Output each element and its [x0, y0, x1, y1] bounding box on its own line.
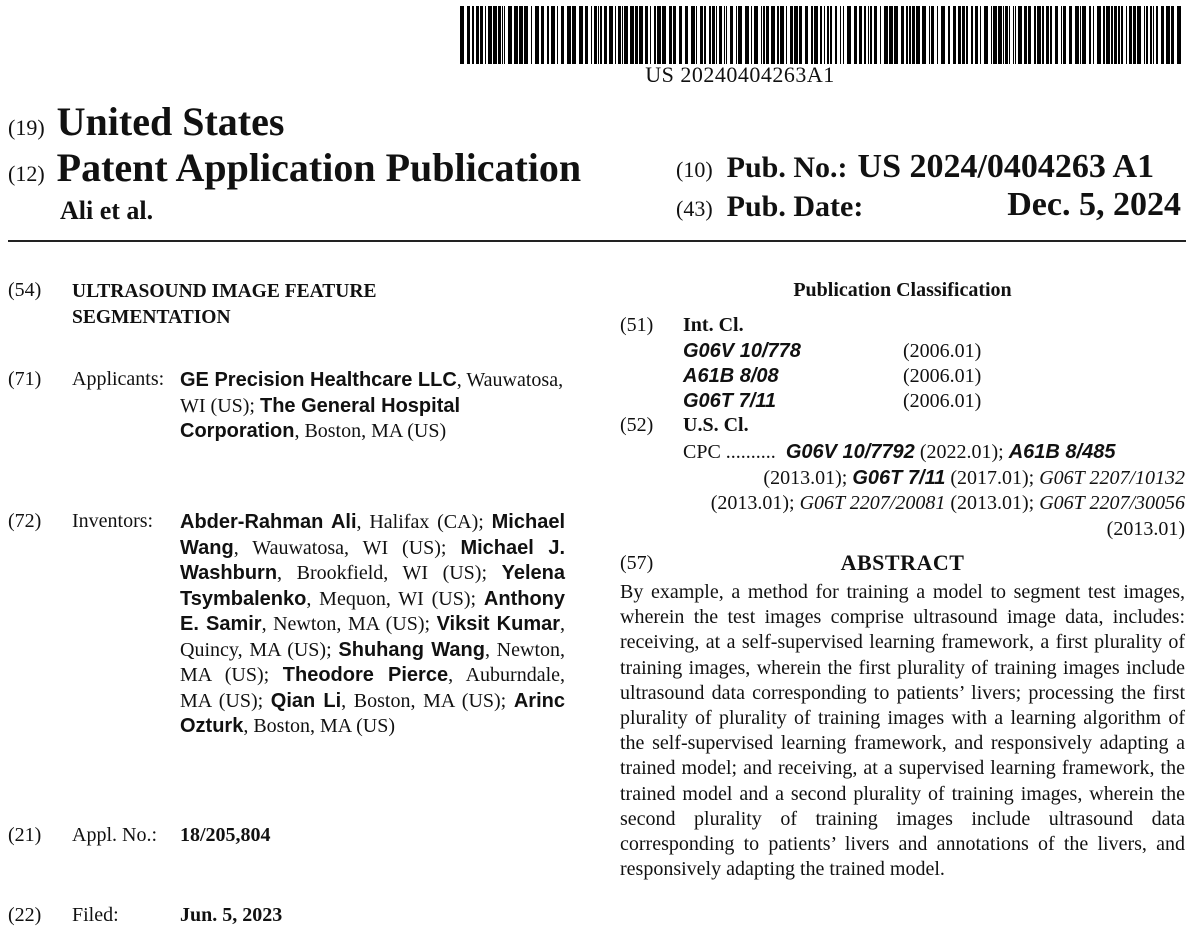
kind-line	[8, 144, 581, 191]
inventor-name: Shuhang Wang	[338, 638, 485, 661]
applicant-location: , Boston, MA (US)	[294, 420, 447, 442]
int-cl-year: (2006.01)	[903, 365, 982, 387]
inventor-location: , Mequon, WI (US);	[306, 587, 484, 610]
inventor-location: , Newton, MA (US);	[180, 638, 566, 686]
inventor-name: Abder-Rahman Ali	[180, 511, 357, 533]
inventor-location: , Boston, MA (US)	[243, 715, 396, 737]
applicant-name: GE Precision Healthcare LLC	[180, 369, 457, 391]
applicants-label: Applicants:	[72, 368, 165, 390]
us-cl-code: (52)	[620, 414, 654, 436]
cpc-symbol: G06T 2207/20081	[799, 492, 946, 514]
abstract-code: (57)	[620, 552, 654, 574]
cpc-year: (2022.01);	[914, 441, 1009, 463]
applicants-list	[180, 368, 565, 445]
pub-date-label: Pub. Date:	[726, 190, 864, 223]
inventor-name: Michael Wang	[180, 511, 565, 559]
inventor-name: Qian Li	[270, 689, 342, 712]
int-cl-symbol: G06T 7/11	[683, 390, 777, 412]
int-cl-code: (51)	[620, 314, 654, 336]
int-cl-symbol: A61B 8/08	[683, 365, 779, 387]
cpc-classification	[683, 440, 1185, 542]
us-cl-label: U.S. Cl.	[683, 414, 749, 436]
country-name: United States	[56, 99, 285, 144]
cpc-symbol: A61B 8/485	[1008, 441, 1116, 463]
inventors-code: (72)	[8, 510, 42, 532]
filed-date: Jun. 5, 2023	[180, 904, 283, 926]
inventor-name: Yelena Tsymbalenko	[180, 562, 565, 610]
cpc-line-1	[683, 440, 1185, 466]
int-cl-label: Int. Cl.	[683, 314, 744, 336]
pub-date-code: (43)	[676, 196, 713, 221]
title-line-1: ULTRASOUND IMAGE FEATURE	[72, 281, 377, 302]
inventor-name: Anthony E. Samir	[180, 587, 565, 635]
cpc-year: (2017.01);	[945, 466, 1040, 489]
cpc-symbol: G06T 7/11	[852, 466, 946, 489]
barcode-number: US 20240404263A1	[645, 62, 835, 87]
title-line-2: SEGMENTATION	[72, 307, 231, 328]
int-cl-year: (2006.01)	[903, 340, 982, 362]
pub-no-value: US 2024/0404263 A1	[857, 148, 1155, 185]
inventor-location: , Wauwatosa, WI (US);	[233, 536, 461, 559]
country-code: (19)	[8, 115, 45, 140]
pub-no-code: (10)	[676, 157, 713, 182]
filed-label: Filed:	[72, 904, 119, 926]
inventors-list	[180, 510, 565, 740]
pub-date-line	[676, 186, 1181, 224]
cpc-symbol: G06T 2207/30056	[1039, 492, 1185, 514]
inventor-location: , Brookfield, WI (US);	[277, 562, 502, 584]
pub-no-label: Pub. No.:	[726, 151, 848, 184]
inventors-label: Inventors:	[72, 510, 154, 532]
filed-code: (22)	[8, 904, 42, 926]
publication-kind: Patent Application Publication	[56, 145, 582, 190]
int-cl-row	[683, 340, 981, 363]
appl-code: (21)	[8, 824, 42, 846]
abstract-title: ABSTRACT	[840, 550, 965, 575]
applicants-code: (71)	[8, 368, 42, 390]
kind-code: (12)	[8, 161, 45, 186]
int-cl-symbol: G06V 10/778	[683, 340, 801, 362]
cpc-line-rest	[683, 466, 1185, 543]
inventor-location: , Quincy, MA (US);	[180, 613, 566, 661]
pub-classification-title: Publication Classification	[793, 279, 1012, 301]
header-divider	[8, 240, 1186, 242]
int-cl-row	[683, 390, 981, 413]
inventor-location: , Boston, MA (US);	[341, 689, 514, 712]
inventor-location: , Newton, MA (US);	[261, 613, 437, 635]
pub-date-value: Dec. 5, 2024	[1007, 186, 1181, 223]
cpc-symbol: G06T 2207/10132	[1039, 466, 1185, 489]
inventor-name: Viksit Kumar	[436, 613, 561, 635]
cpc-year: (2013.01)	[1106, 517, 1185, 540]
int-cl-year: (2006.01)	[903, 390, 982, 412]
invention-title	[72, 279, 376, 331]
pub-number-line	[676, 148, 1154, 186]
cpc-year: (2013.01);	[710, 492, 800, 514]
int-cl-row	[683, 365, 981, 388]
appl-label: Appl. No.:	[72, 824, 157, 846]
inventor-location: , Auburndale, MA (US);	[180, 664, 566, 712]
inventor-location: , Halifax (CA);	[356, 511, 492, 533]
inventor-name: Michael J. Washburn	[180, 536, 565, 584]
cpc-label: CPC ..........	[683, 441, 776, 463]
cpc-year: (2013.01);	[763, 466, 853, 489]
abstract-text: By example, a method for training a model to segment test images, wherein the test images comprise ultrasound image data, includes: receiving, at a self-supervised learning framework, a first plurality of training images, wherein the first plurality of training images include ultrasound data corresponding to patients’ livers; processing the first plurality of plurality of training images with a learning algorithm of the self-supervised learning framework, and responsively adapting a trained model; and receiving, at a supervised learning framework, the trained model and a second plurality of training images, wherein the second plurality of training images include ultrasound data corresponding to patients’ livers and annotations of the livers, and responsively adapting the trained model.	[620, 581, 1185, 881]
applicant-name: The General Hospital Corporation	[180, 394, 461, 442]
cpc-year: (2013.01);	[945, 492, 1040, 514]
country-line	[8, 98, 284, 145]
inventor-name: Arinc Ozturk	[180, 689, 565, 737]
first-author: Ali et al.	[60, 196, 154, 225]
applicant-location: , Wauwatosa, WI (US);	[180, 369, 564, 417]
appl-number: 18/205,804	[180, 824, 271, 846]
cpc-symbol: G06V 10/7792	[785, 441, 915, 463]
title-code: (54)	[8, 279, 42, 301]
inventor-name: Theodore Pierce	[282, 664, 449, 686]
barcode-image	[460, 6, 1184, 64]
